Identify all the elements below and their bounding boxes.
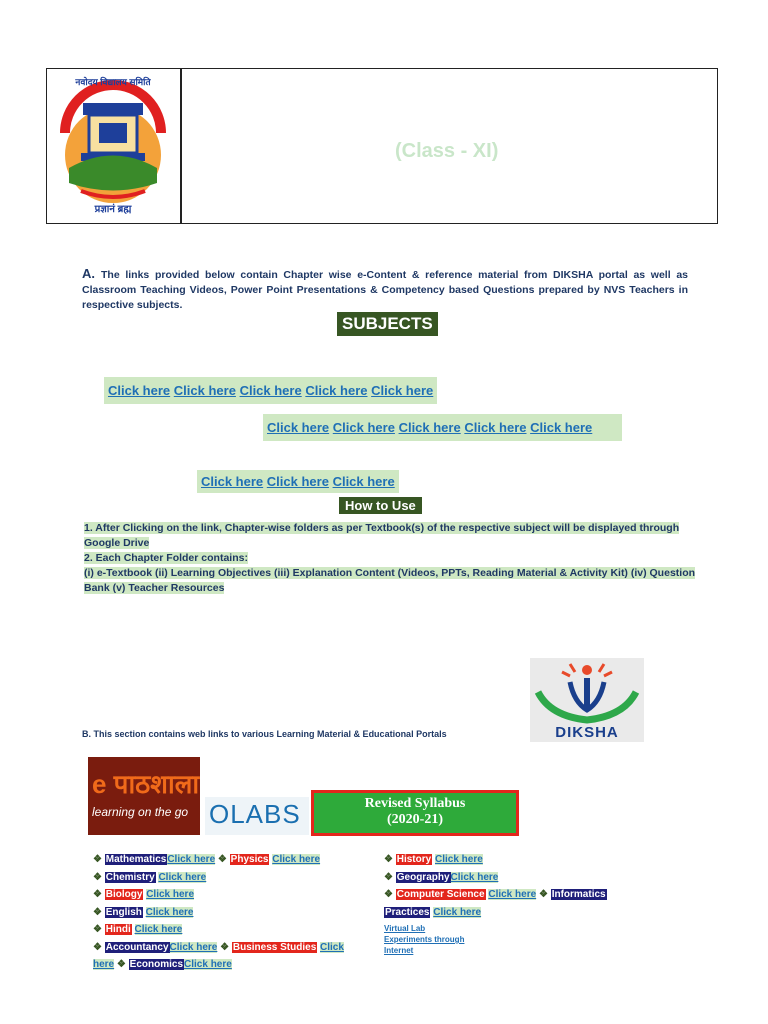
bullet-icon: ❖	[384, 854, 393, 865]
bullet-icon: ❖	[93, 906, 102, 918]
subjects-label: SUBJECTS	[337, 312, 438, 336]
business-studies-link-part-1[interactable]: Click	[320, 941, 344, 953]
accountancy-link[interactable]: Click here	[169, 941, 218, 953]
subject-physics: Physics	[230, 854, 269, 865]
hindi-link[interactable]: Click here	[134, 924, 183, 935]
header-box	[46, 68, 718, 224]
click-here-link[interactable]: Click here	[108, 383, 171, 398]
instruction-line-2: 2. Each Chapter Folder contains:	[84, 552, 248, 564]
click-here-link[interactable]: Click here	[398, 420, 461, 435]
logo-top-text: नवोदय विद्यालय समिति	[75, 77, 151, 87]
click-here-link[interactable]: Click here	[173, 383, 236, 398]
list-item	[93, 921, 383, 939]
instruction-line-1: 1. After Clicking on the link, Chapter-wise folders as per Textbook(s) of the respective subject will be displayed through Google Drive	[84, 522, 680, 549]
link-row-3	[197, 470, 399, 493]
olabs-label: OLABS	[209, 799, 301, 829]
click-here-link[interactable]: Click here	[201, 474, 264, 489]
english-link[interactable]: Click here	[145, 906, 194, 918]
subject-chemistry: Chemistry	[105, 871, 155, 883]
subject-history: History	[396, 854, 432, 865]
list-item	[384, 869, 654, 887]
click-here-link[interactable]: Click here	[266, 474, 329, 489]
list-item	[384, 886, 654, 904]
virtual-lab-line-3: Internet	[384, 946, 414, 955]
mathematics-link[interactable]: Click here	[167, 854, 216, 865]
subject-accountancy: Accountancy	[105, 941, 169, 953]
section-b-text: B. This section contains web links to various Learning Material & Educational Portals	[82, 729, 447, 739]
bullet-icon: ❖	[93, 924, 102, 935]
click-here-link[interactable]: Click here	[464, 420, 527, 435]
epathshala-banner[interactable]	[88, 757, 200, 835]
subject-hindi: Hindi	[105, 924, 131, 935]
subject-english: English	[105, 906, 142, 918]
instruction-line-3: (i) e-Textbook (ii) Learning Objectives (iii) Explanation Content (Videos, PPTs, Reading Material & Activity Kit) (iv) Question Bank (v) Teacher Resources	[84, 567, 696, 594]
how-to-use-label: How to Use	[339, 497, 422, 514]
subject-practices: Practices	[385, 906, 430, 918]
subject-informatics: Informatics	[551, 889, 606, 900]
instructions	[84, 521, 704, 596]
section-a-paragraph	[82, 266, 688, 313]
economics-link[interactable]: Click here	[184, 959, 232, 970]
syllabus-line-2: (2020-21)	[387, 812, 443, 827]
subject-economics: Economics	[129, 959, 184, 970]
bullet-icon: ❖	[384, 889, 393, 900]
click-here-link[interactable]: Click here	[332, 474, 395, 489]
virtual-lab-link[interactable]	[384, 923, 654, 956]
epathshala-tagline: learning on the go	[92, 805, 189, 819]
list-item	[93, 939, 383, 957]
list-item	[384, 851, 654, 869]
list-item	[93, 904, 383, 922]
link-row-2	[263, 414, 622, 441]
bullet-icon: ❖	[93, 854, 102, 865]
subject-business-studies: Business Studies	[232, 941, 317, 953]
section-a-marker: A.	[82, 266, 95, 281]
subject-computer-science: Computer Science	[396, 889, 485, 900]
chemistry-link[interactable]: Click here	[158, 871, 207, 883]
diksha-emblem-icon	[530, 658, 644, 724]
logo-bottom-text: प्रज्ञानं ब्रह्म	[94, 204, 132, 215]
diksha-logo[interactable]	[530, 658, 644, 742]
informatics-practices-link[interactable]: Click here	[433, 906, 482, 918]
link-row-1	[104, 377, 437, 404]
right-subject-list	[384, 851, 654, 956]
list-item	[384, 904, 654, 922]
geography-link[interactable]: Click here	[450, 871, 499, 883]
syllabus-line-1: Revised Syllabus	[364, 796, 466, 811]
bullet-icon: ❖	[93, 871, 102, 883]
click-here-link[interactable]: Click here	[371, 383, 434, 398]
biology-link[interactable]: Click here	[146, 889, 195, 900]
click-here-link[interactable]: Click here	[305, 383, 368, 398]
click-here-link[interactable]: Click here	[332, 420, 395, 435]
subject-geography: Geography	[396, 871, 450, 883]
subject-biology: Biology	[105, 889, 143, 900]
diksha-label: DIKSHA	[555, 724, 619, 741]
olabs-banner[interactable]	[205, 797, 309, 835]
syllabus-banner[interactable]	[311, 790, 519, 836]
header-divider	[180, 69, 182, 223]
bullet-icon: ❖	[217, 854, 227, 865]
epathshala-label: e पाठशाला	[92, 769, 200, 799]
bullet-icon: ❖	[93, 941, 102, 953]
list-item	[93, 851, 383, 869]
list-item	[93, 869, 383, 887]
section-a-text: The links provided below contain Chapter wise e-Content & reference material from DIKSHA portal as well as Classroom Teaching Videos, Power Point Presentations & Competency based Questions prepared by NVS Teachers in respective subjects.	[82, 269, 688, 311]
click-here-link[interactable]: Click here	[239, 383, 302, 398]
click-here-link[interactable]: Click here	[267, 420, 330, 435]
click-here-link[interactable]: Click here	[530, 420, 593, 435]
virtual-lab-line-2: Experiments through	[384, 935, 465, 944]
virtual-lab-line-1: Virtual Lab	[384, 924, 426, 933]
nvs-logo	[51, 73, 175, 219]
computer-science-link[interactable]: Click here	[488, 889, 537, 900]
bullet-icon: ❖	[93, 889, 102, 900]
bullet-icon: ❖	[384, 871, 393, 883]
list-item	[93, 886, 383, 904]
physics-link[interactable]: Click here	[272, 854, 321, 865]
list-item	[93, 956, 383, 974]
left-subject-list	[93, 851, 383, 974]
bullet-icon: ❖	[538, 889, 548, 900]
class-title: (Class - XI)	[395, 140, 499, 162]
business-studies-link-part-2[interactable]: here	[93, 959, 115, 970]
history-link[interactable]: Click here	[434, 854, 483, 865]
subject-mathematics: Mathematics	[105, 854, 167, 865]
bullet-icon: ❖	[116, 959, 126, 970]
bullet-icon: ❖	[220, 941, 230, 953]
